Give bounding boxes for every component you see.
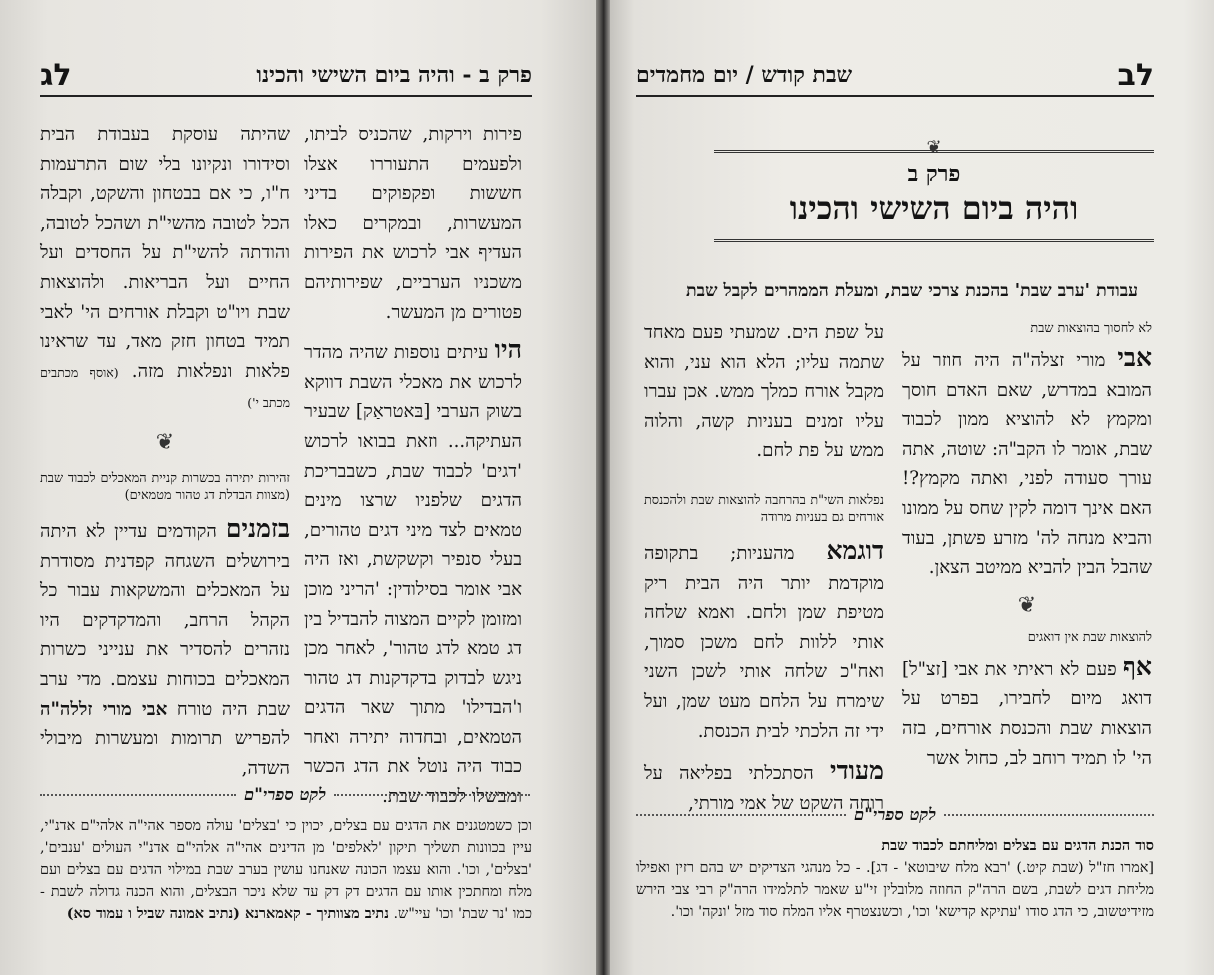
- footnote-source: נתיב מצוותיך - קאמארנא (נתיב אמונה שביל ו עמוד סא): [66, 905, 389, 922]
- lead-word: דוגמא: [826, 535, 884, 565]
- paragraph-text: מורי זצלה"ה היה חוזר על המובא במדרש, שאם האדם חוסך ומקמץ לא להוציא ממון לכבוד שבת, אומר לו הקב"ה: שוטה, אתה עורך סעודה לפני, ואתה מקמץ?! האם אינך דומה לקין שחס על ממונו והביא מנחה לה' מזרע פשתן, בעוד שהבל הבין להביא ממיטב הצאן.: [902, 350, 1152, 579]
- lekket-divider: [40, 780, 530, 810]
- running-title: פרק ב - והיה ביום השישי והכינו: [256, 62, 532, 88]
- side-note: זהירות יתירה בכשרות קניית המאכלים לכבוד שבת (מצוות הבדלת דג טהור מטמאים): [40, 470, 290, 503]
- footnote-text: [אמרו חז"ל (שבת קיט.) 'רבא מלח שיבוטא' - דג]. - כל מנהגי הצדיקים יש בהם רזין ואפילו מליחת דגים לשבת, בשם הרה"ק החוזה מלובלין זי"ע שאמר לתלמידו הרה"ק רבי צבי הירש מזידיטשוב, כי הדג סודו 'עתיקא קדישא' וכו', וכשנצטרף אליו המלח סוד מזל 'ונקה' וכו'.: [636, 860, 1154, 920]
- footnote-title: סוד הכנת הדגים עם בצלים ומליחתם לכבוד שבת: [881, 837, 1154, 854]
- side-note: נפלאות השי"ת בהרחבה להוצאות שבת ולהכנסת אורחים גם בעניות מרודה: [644, 492, 884, 525]
- paragraph-text: מהעניות; בתקופה מוקדמת יותר היה הבית ריק מטיפת שמן ולחם. ואמא שלחה אותי ללוות לחם משכן סמוך, ואח"כ שלחה אותי לשכן השני שימרח על הלחם מעט שמן, ועל ידי זה הלכתי לבית הכנסת.: [644, 542, 884, 742]
- source-citation: (אוסף מכתבים מכתב י'): [40, 364, 290, 411]
- ornament-divider: ❦: [1017, 592, 1037, 618]
- column-right: [902, 320, 1152, 773]
- running-title: שבת קודש / יום מחמדים: [636, 62, 853, 88]
- page-number: לב: [1117, 57, 1154, 93]
- footnote: [636, 835, 1154, 923]
- lead-word: אבי: [1117, 343, 1152, 372]
- subheading-text: עבודת 'ערב שבת' בהכנת צרכי שבת, ומעלת הממהרים לקבל שבת: [685, 281, 1139, 301]
- paragraph: [644, 536, 884, 746]
- paragraph: [902, 652, 1152, 773]
- side-note: לא לחסוך בהוצאות שבת: [1030, 321, 1152, 336]
- dotted-rule: [636, 814, 846, 816]
- dotted-rule: [944, 814, 1154, 816]
- left-page: [0, 0, 600, 975]
- section-subheading: [652, 280, 1172, 301]
- paragraph: [902, 343, 1152, 583]
- running-header: [636, 55, 1154, 97]
- book-gutter: [596, 0, 610, 975]
- dotted-rule: [334, 794, 530, 796]
- lekket-divider: [636, 800, 1154, 830]
- chapter-heading: [714, 137, 1154, 242]
- paragraph: [40, 514, 290, 783]
- lead-word: בזמנים: [225, 513, 290, 543]
- paragraph-text: הקודמים עדיין לא היתה בירושלים השגחה קפדנית מסודרת על המאכלים והמשקאות עבור כל הקהל הרחב, והמדקדקים היו נזהרים להסדיר את ענייני כשרות המאכלים בכוחות עצמם. מדי ערב שבת היה טורח: [40, 520, 291, 720]
- paragraph-text: פעם לא ראיתי את אבי [זצ"ל] דואג מיום לחבירו, בפרט על הוצאות שבת והכנסת אורחים, בזה הי' לו תמיד רוחב לב, כחול אשר: [902, 658, 1152, 769]
- lekket-label: לקט ספרי"ם: [244, 785, 326, 804]
- lead-word: היו: [494, 335, 522, 365]
- side-note: להוצאות שבת אין דואגים: [1027, 629, 1152, 645]
- page-number: לג: [40, 57, 72, 93]
- paragraph: [304, 120, 522, 327]
- ornament-icon: ❦: [926, 137, 942, 158]
- paragraph-text: על שפת הים. שמעתי פעם מאחד שתמה עליו; הלא הוא עני, והוא מקבל אורח כמלך ממש. אכן עברו עליו זמנים בעניות קשה, והלוה ממש על פת לחם.: [644, 322, 884, 462]
- paragraph-text: עיתים נוספות שהיה מהדר לרכוש את מאכלי השבת דווקא בשוק הערבי [בּאטראַק] שבעיר העתיקה... וזאת בבואו לרכוש 'דגים' לכבוד שבת, כשבבריכת הדגים שלפניו שרצו מינים טמאים לצד מיני דגים טהורים, בעלי סנפיר וקשקשת, ואז היה אבי אומר בסילודין: 'הריני מוכן ומזומן לקיים המצוה להבדיל בין דג טמא לדג טהור', לאחר מכן ניגש לבדוק בדקדקנות דג טהור ו'הבדילו' מתוך שאר הדגים הטמאים, ובחדוה יתירה ואחר כבוד היה נוטל את הדג הכשר ומבשלו לכבוד שבת.: [304, 342, 522, 808]
- column-left: [304, 120, 522, 812]
- paragraph: [40, 120, 290, 418]
- right-page: [604, 0, 1214, 975]
- ornament-divider: ❦: [155, 429, 175, 455]
- dotted-rule: [40, 794, 236, 796]
- paragraph-text: להפריש תרומות ומעשרות מיבולי השדה,: [40, 728, 290, 779]
- running-header: [40, 55, 532, 97]
- paragraph: [304, 335, 522, 812]
- footnote: [40, 815, 532, 925]
- column-left: [644, 318, 884, 818]
- paragraph-text: פירות וירקות, שהכניס לביתו, ולפעמים התעוררו אצלו חששות ופקפוקים בדיני המעשרות, ובמקרים כאלו העדיף אבי לרכוש את הפירות משכניו הערביים, שפירותיהם פטורים מן המעשר.: [304, 124, 522, 323]
- chapter-title: והיה ביום השישי והכינו: [789, 189, 1079, 227]
- paragraph-text: הסתכלתי בפליאה על רוחה השקט של אמי מורתי,: [644, 763, 884, 814]
- bold-phrase: אבי מורי זללה"ה: [40, 698, 168, 720]
- lead-word: מעודי: [830, 756, 884, 786]
- lekket-label: לקט ספרי"ם: [854, 805, 936, 824]
- column-right: [40, 120, 290, 783]
- chapter-number: פרק ב: [907, 161, 961, 187]
- paragraph: [644, 318, 884, 466]
- lead-word: אף: [1122, 651, 1152, 681]
- paragraph-text: שהיתה עוסקת בעבודת הבית וסידורו ונקיונו בלי שום התרעמות ח"ו, כי אם בבטחון והשקט, וקבלה הכל לטובה מהשי"ת ושהכל לטובה, והודתה להשי"ת על החסדים ועל החיים ועל הבריאות. ולהוצאות שבת ויו"ט וקבלת אורחים הי' לאבי תמיד בטחון חזק מאד, עד שראינו פלאות ונפלאות מזה.: [40, 124, 290, 382]
- footnote-text: וכן כשמטגנים את הדגים עם בצלים, יכוין כי 'בצלים' עולה מספר אהי"ה אלהי"ם אדנ"י, עיין בכוונות תשליך תיקון 'לאלפים' מן הדינים אהי"ה אלהי"ם אדנ"י העולים 'ענבים', 'בצלים', וכו'. והוא עצמו הכונה שאנחנו עושין בערב שבת במילוי הדגים עם בצלים ועם מלח ומחתכין אותו עם הדגים דק דק עד שלא ניכר הבצלים, והוא הכנה גדולה לשבת - כמו 'נר שבת' וכו' עיי"ש.: [40, 818, 532, 922]
